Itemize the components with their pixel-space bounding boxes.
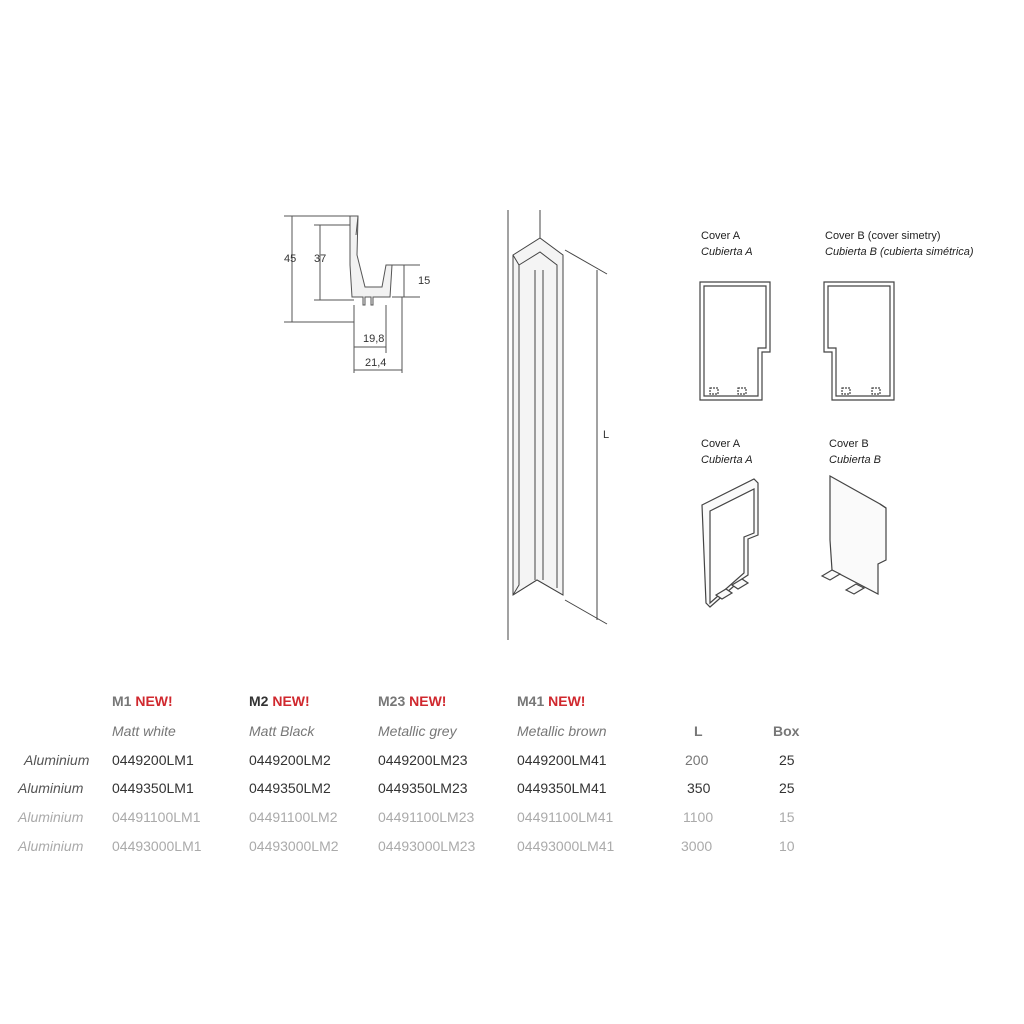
- cover-subtitle: Cubierta B (cubierta simétrica): [825, 246, 974, 258]
- finish-m23: Metallic grey: [378, 723, 457, 739]
- column-header-m1: M1 NEW!: [112, 693, 173, 709]
- box-value: 10: [779, 838, 795, 854]
- table-row-material: Aluminium: [24, 752, 90, 768]
- product-code: 04493000LM23: [378, 838, 476, 854]
- product-code: 0449200LM2: [249, 752, 331, 768]
- product-code: 0449200LM41: [517, 752, 607, 768]
- length-value: 3000: [681, 838, 713, 854]
- length-label: L: [603, 429, 610, 441]
- cover-a-label-bottom: [701, 436, 753, 468]
- product-code: 0449350LM23: [378, 780, 468, 796]
- product-code: 0449350LM1: [112, 780, 194, 796]
- box-value: 25: [779, 752, 795, 768]
- dim-19-8: 19,8: [363, 333, 385, 345]
- cover-title: Cover B: [829, 438, 869, 450]
- cover-subtitle: Cubierta B: [829, 454, 881, 466]
- dim-45: 45: [284, 253, 297, 265]
- table-row-material: Aluminium: [18, 838, 84, 854]
- dim-15: 15: [418, 275, 431, 287]
- cover-b-3d-drawing: [818, 470, 898, 610]
- finish-m1: Matt white: [112, 723, 176, 739]
- cover-b-flat-drawing: [820, 278, 900, 406]
- table-row-material: Aluminium: [18, 780, 84, 796]
- column-header-m23: M23 NEW!: [378, 693, 447, 709]
- product-code: 04493000LM2: [249, 838, 339, 854]
- box-value: 25: [779, 780, 795, 796]
- profile-length-drawing: [495, 200, 635, 645]
- cover-b-label-bottom: [829, 436, 881, 468]
- box-value: 15: [779, 809, 795, 825]
- box-header: Box: [773, 723, 800, 739]
- finish-m41: Metallic brown: [517, 723, 607, 739]
- length-value: 1100: [683, 809, 714, 825]
- product-code: 0449200LM23: [378, 752, 468, 768]
- cover-b-label-top: [825, 228, 974, 260]
- dim-37: 37: [314, 253, 327, 265]
- table-row-material: Aluminium: [18, 809, 84, 825]
- length-value: 200: [685, 752, 709, 768]
- product-code: 04491100LM2: [249, 809, 338, 825]
- length-header: L: [694, 723, 703, 739]
- product-code: 04493000LM1: [112, 838, 202, 854]
- cover-title: Cover A: [701, 230, 741, 242]
- product-code: 04491100LM41: [517, 809, 614, 825]
- length-value: 350: [687, 780, 711, 796]
- cover-subtitle: Cubierta A: [701, 454, 753, 466]
- column-header-m41: M41 NEW!: [517, 693, 586, 709]
- product-code: 0449350LM41: [517, 780, 607, 796]
- finish-m2: Matt Black: [249, 723, 315, 739]
- profile-section-drawing: [270, 205, 440, 380]
- cover-title: Cover B (cover simetry): [825, 230, 941, 242]
- product-code: 0449200LM1: [112, 752, 194, 768]
- cover-a-label-top: [701, 228, 753, 260]
- cover-a-flat-drawing: [696, 278, 776, 406]
- cover-title: Cover A: [701, 438, 741, 450]
- cover-subtitle: Cubierta A: [701, 246, 753, 258]
- product-code: 0449350LM2: [249, 780, 331, 796]
- dim-21-4: 21,4: [365, 357, 387, 369]
- cover-a-3d-drawing: [696, 475, 776, 615]
- product-code: 04493000LM41: [517, 838, 615, 854]
- column-header-m2: M2 NEW!: [249, 693, 310, 709]
- product-code: 04491100LM23: [378, 809, 475, 825]
- product-code: 04491100LM1: [112, 809, 201, 825]
